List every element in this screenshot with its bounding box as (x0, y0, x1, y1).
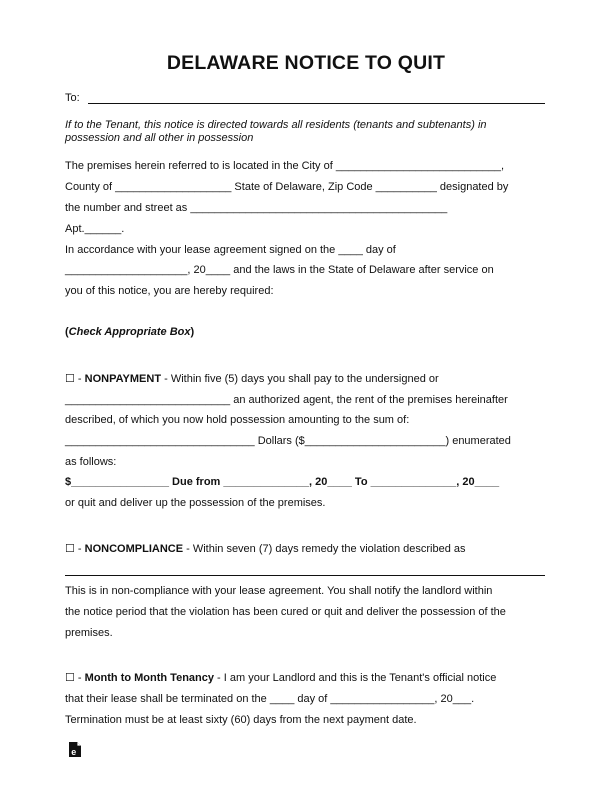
nonpayment-line-4: _______________________________ Dollars ($_______________________) enumerated (65, 435, 511, 447)
intro-line-1: If to the Tenant, this notice is directed towards all residents (tenants and subtenants) in (65, 119, 487, 131)
month-to-month-line-2: that their lease shall be terminated on the ____ day of _________________, 20___. (65, 693, 475, 705)
premises-line-apt: Apt.______. (65, 223, 125, 235)
premises-line-street: the number and street as __________________________________________ (65, 202, 448, 214)
violation-description-line[interactable] (65, 575, 545, 576)
month-to-month-checkbox[interactable]: ☐ (65, 672, 75, 684)
nonpayment-line-6: $________________ Due from ______________, 20____ To ______________, 20____ (65, 476, 500, 488)
noncompliance-line-4: premises. (65, 627, 113, 639)
noncompliance-line-3: the notice period that the violation has been cured or quit and deliver the possession of the (65, 606, 506, 618)
nonpayment-line-2: ___________________________ an authorized agent, the rent of the premises hereinafter (65, 394, 508, 406)
svg-text:e: e (71, 747, 77, 757)
premises-line-date: ____________________, 20____ and the laws in the State of Delaware after service on (65, 264, 494, 276)
nonpayment-line-5: as follows: (65, 456, 117, 468)
noncompliance-option: ☐ - NONCOMPLIANCE - Within seven (7) days remedy the violation described as (65, 543, 466, 555)
intro-line-2: possession and all other in possession (65, 132, 254, 144)
document-title: DELAWARE NOTICE TO QUIT (166, 52, 446, 74)
nonpayment-option: ☐ - NONPAYMENT - Within five (5) days you shall pay to the undersigned or (65, 373, 439, 385)
check-box-instruction: (Check Appropriate Box) (65, 326, 195, 338)
to-recipient-line[interactable] (88, 103, 545, 104)
eforms-logo-icon (68, 741, 82, 758)
premises-line-lease: In accordance with your lease agreement signed on the ____ day of (65, 244, 396, 256)
nonpayment-checkbox[interactable]: ☐ (65, 373, 75, 385)
premises-line-city: The premises herein referred to is located in the City of ___________________________, (65, 160, 505, 172)
noncompliance-heading: NONCOMPLIANCE (84, 543, 184, 555)
nonpayment-line-3: described, of which you now hold possession amounting to the sum of: (65, 414, 410, 426)
premises-line-county: County of ___________________ State of Delaware, Zip Code __________ designated by (65, 181, 509, 193)
nonpayment-heading: NONPAYMENT (84, 373, 162, 385)
premises-line-required: you of this notice, you are hereby required: (65, 285, 274, 297)
to-label: To: (65, 92, 80, 104)
month-to-month-line-3: Termination must be at least sixty (60) days from the next payment date. (65, 714, 417, 726)
noncompliance-line-2: This is in non-compliance with your lease agreement. You shall notify the landlord within (65, 585, 493, 597)
noncompliance-checkbox[interactable]: ☐ (65, 543, 75, 555)
nonpayment-line-7: or quit and deliver up the possession of the premises. (65, 497, 326, 509)
month-to-month-heading: Month to Month Tenancy (84, 672, 214, 684)
month-to-month-option: ☐ - Month to Month Tenancy - I am your Landlord and this is the Tenant's official notice (65, 672, 497, 684)
